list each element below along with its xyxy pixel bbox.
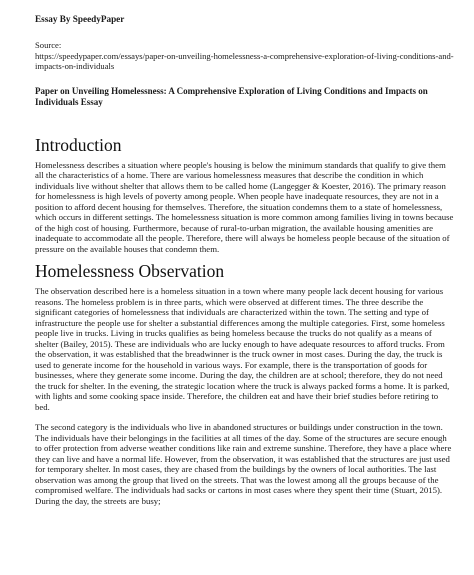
essay-title: Paper on Unveiling Homelessness: A Comprehensive Exploration of Living Conditions and Impacts on Individuals Essay	[35, 85, 428, 107]
source-url-link[interactable]: https://speedypaper.com/essays/paper-on-unveiling-homelessness-a-comprehensive-exploration-of-living-conditions-and-impacts-on-individuals	[35, 50, 454, 72]
section-heading: Introduction	[35, 134, 122, 155]
paragraph: The observation described here is a homeless situation in a town where many people lack decent housing for various reasons. The homeless problem is in three parts, which were observed at different times. The three describe the significant categories of homelessness that individuals are characterized within the town. The setting and type of infrastructure the people use for shelter a substantial differences among the multiple categories. First, some homeless people live in trucks. Living in trucks qualifies as being homeless because the trucks do not qualify as a means of shelter (Bailey, 2015). These are individuals who are lucky enough to have adequate resources to afford trucks. From the observation, it was established that the breadwinner is the truck owner in most cases. During the day, the truck is used to generate income for the household in various ways. For example, there is the transportation of goods for businesses, where they generate some income. During the day, the children are at school; therefore, they do not need the truck for shelter. In the evening, the strategic location where the truck is always packed forms a home. It is parked, with lights and some cooking space inside. Therefore, the children eat and have their brief studies before retiring to bed.	[35, 286, 450, 412]
paragraph: The second category is the individuals who live in abandoned structures or buildings under construction in the town. The individuals have their belongings in the facilities at all times of the day. Some of the structures are secure enough to offer protection from adverse weather conditions like rain and extreme sunshine. Therefore, they have a place where they can live and have a normal life. However, from the observation, it was established that the structures are just used for temporary shelter. In most cases, they are chased from the buildings by the owners of local authorities. The last observation was among the group that lived on the streets. That was the lowest among all the groups because of the compromised welfare. The individuals had sacks or cartons in most cases where they spent their time (Stuart, 2015). During the day, the streets are busy;	[35, 422, 452, 506]
section-homelessness-observation	[35, 261, 455, 506]
section-heading: Homelessness Observation	[35, 261, 225, 282]
essay-page	[35, 14, 455, 516]
brand-line: Essay By SpeedyPaper	[35, 14, 125, 24]
section-introduction	[35, 135, 455, 255]
source-label: Source:	[35, 40, 62, 50]
paragraph: Homelessness describes a situation where people's housing is below the minimum standards that qualify to give them all the characteristics of a home. There are various homelessness measures that describe the condition in which individuals live without shelter that allows them to be called home (Langegger & Koester, 2016). The primary reason for homelessness is high levels of poverty among people. When people have inadequate resources, they are not in a position to afford decent housing for themselves. Therefore, the situation condemns them to a state of homelessness, which occurs in different settings. The homelessness situation is more common among families living in towns because of the high cost of housing. Furthermore, because of rural-to-urban migration, the available housing amenities are inadequate to accommodate all the people. Therefore, there will always be homeless people because of the situation of pressure on the available houses that condemn them.	[35, 159, 454, 254]
